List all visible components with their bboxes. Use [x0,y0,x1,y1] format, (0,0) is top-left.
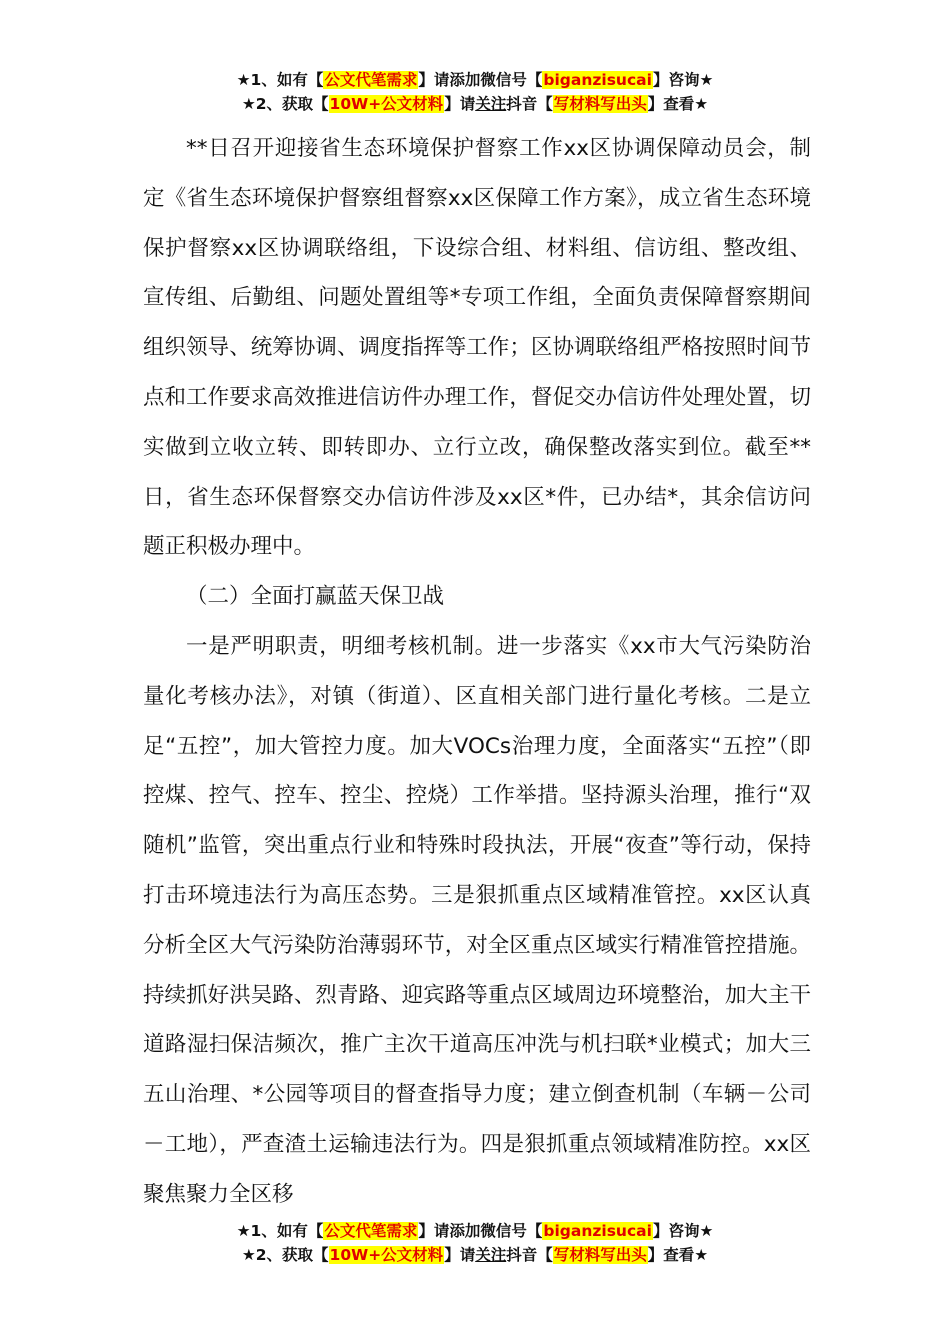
banner-line-2: ★2、获取【10W+公文材料】请关注抖音【写材料写出头】查看★ [241,1246,709,1264]
footer-banner [0,1219,950,1267]
banner-underlined: 关注 [475,95,507,113]
banner-line-2: ★2、获取【10W+公文材料】请关注抖音【写材料写出头】查看★ [241,95,709,113]
banner-wechat-id: biganzisucai [543,71,652,89]
banner-highlight: 10W+公文材料 [329,1246,444,1264]
paragraph: 一是严明职责，明细考核机制。进一步落实《xx市大气污染防治量化考核办法》，对镇（街道）、区直相关部门进行量化考核。二是立足“五控”，加大管控力度。加大VOCs治理力度，全面落实“五控”（即控煤、控气、控车、控尘、控烧）工作举措。坚持源头治理，推行“双随机”监管，突出重点行业和特殊时段执法，开展“夜查”等行动，保持打击环境违法行为高压态势。三是狠抓重点区域精准管控。xx区认真分析全区大气污染防治薄弱环节，对全区重点区域实行精准管控措施。持续抓好洪吴路、烈青路、迎宾路等重点区域周边环境整治，加大主干道路湿扫保洁频次，推广主次干道高压冲洗与机扫联*业模式；加大三五山治理、*公园等项目的督查指导力度；建立倒查机制（车辆－公司－工地），严查渣土运输违法行为。四是狠抓重点领域精准防控。xx区聚焦聚力全区移 [143,633,811,1207]
paragraph: **日召开迎接省生态环境保护督察工作xx区协调保障动员会，制定《省生态环境保护督察组督察xx区保障工作方案》，成立省生态环境保护督察xx区协调联络组，下设综合组、材料组、信访组、整改组、宣传组、后勤组、问题处置组等*专项工作组，全面负责保障督察期间组织领导、统筹协调、调度指挥等工作；区协调联络组严格按照时间节点和工作要求高效推进信访件办理工作，督促交办信访件处理处置，切实做到立收立转、即转即办、立行立改，确保整改落实到位。截至**日，省生态环保督察交办信访件涉及xx区*件，已办结*，其余信访问题正积极办理中。 [143,136,811,560]
banner-line-1: ★1、如有【公文代笔需求】请添加微信号【biganzisucai】咨询★ [236,71,714,89]
banner-highlight: 公文代笔需求 [324,1222,418,1240]
banner-wechat-id: biganzisucai [543,1222,652,1240]
document-body [143,124,811,1220]
banner-line-1: ★1、如有【公文代笔需求】请添加微信号【biganzisucai】咨询★ [236,1222,714,1240]
banner-highlight: 写材料写出头 [553,1246,647,1264]
banner-highlight: 公文代笔需求 [324,71,418,89]
banner-underlined: 关注 [475,1246,507,1264]
section-heading: （二）全面打赢蓝天保卫战 [186,584,445,610]
banner-highlight: 10W+公文材料 [329,95,444,113]
header-banner [0,68,950,116]
banner-highlight: 写材料写出头 [553,95,647,113]
